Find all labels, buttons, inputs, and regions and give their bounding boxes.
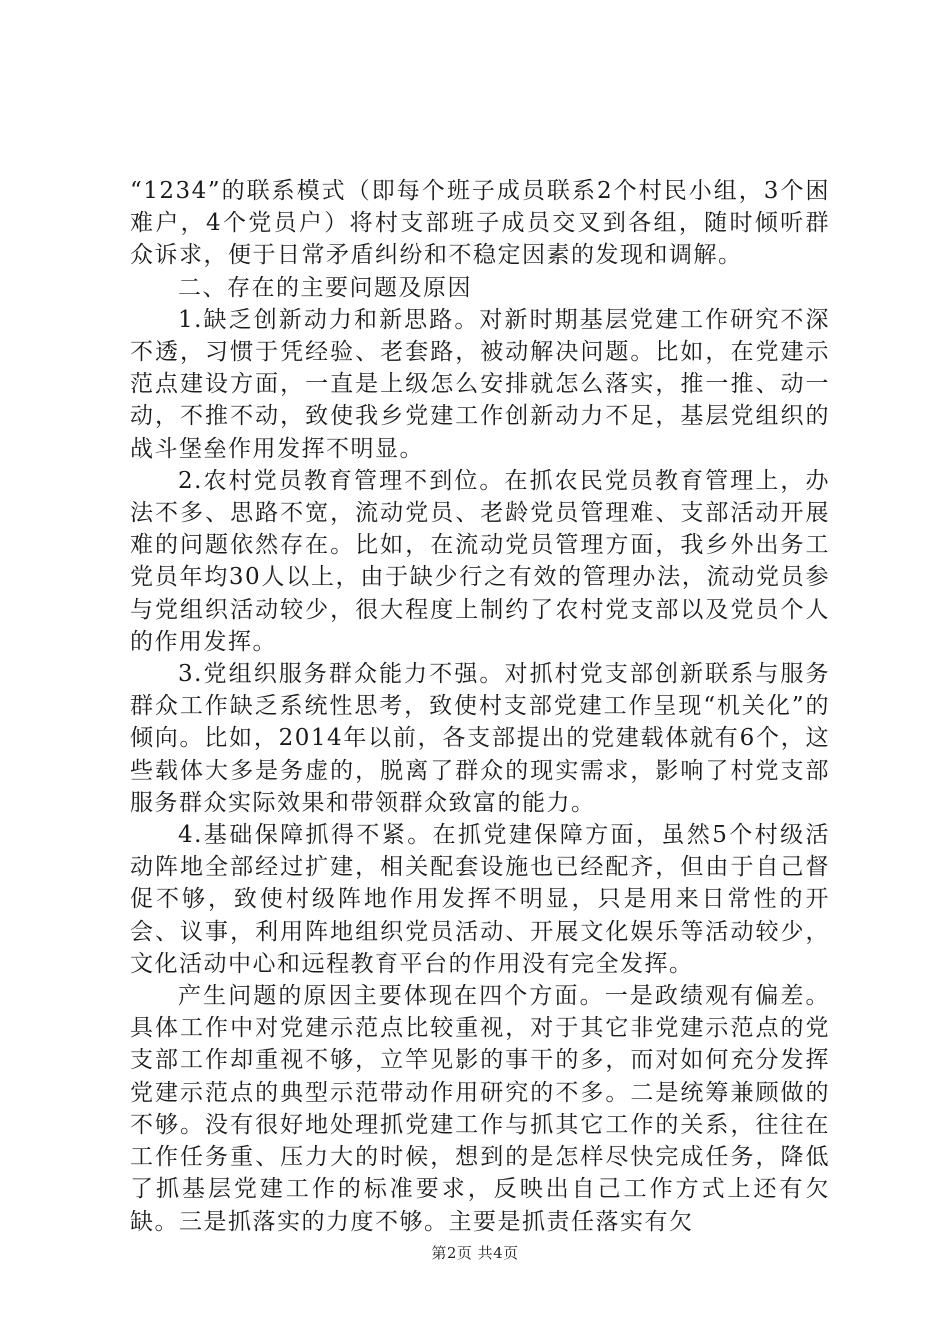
paragraph-item-1: 1.缺乏创新动力和新思路。对新时期基层党建工作研究不深不透，习惯于凭经验、老套路，被动解决问题。比如，在党建示范点建设方面，一直是上级怎么安排就怎么落实，推一推、动一动，不推不动，致使我乡党建工作创新动力不足，基层党组织的战斗堡垒作用发挥不明显。 [130, 306, 830, 462]
document-body [130, 175, 830, 1238]
paragraph-causes: 产生问题的原因主要体现在四个方面。一是政绩观有偏差。具体工作中对党建示范点比较重视，对于其它非党建示范点的党支部工作却重视不够，立竿见影的事干的多，而对如何充分发挥党建示范点的典型示范带动作用研究的不多。二是统筹兼顾做的不够。没有很好地处理抓党建工作与抓其它工作的关系，往往在工作任务重、压力大的时候，想到的是怎样尽快完成任务，降低了抓基层党建工作的标准要求，反映出自己工作方式上还有欠缺。三是抓落实的力度不够。主要是抓责任落实有欠 [130, 983, 830, 1235]
section-heading: 二、存在的主要问题及原因 [178, 274, 472, 301]
page-footer: 第2页 共4页 [431, 1244, 519, 1262]
paragraph-item-4: 4.基础保障抓得不紧。在抓党建保障方面，虽然5个村级活动阵地全部经过扩建，相关配套设施也已经配齐，但由于自己督促不够，致使村级阵地作用发挥不明显，只是用来日常性的开会、议事，利用阵地组织党员活动、开展文化娱乐等活动较少，文化活动中心和远程教育平台的作用没有完全发挥。 [130, 822, 830, 977]
paragraph-continuation: “1234”的联系模式（即每个班子成员联系2个村民小组，3个困难户，4个党员户）将村支部班子成员交叉到各组，随时倾听群众诉求，便于日常矛盾纠纷和不稳定因素的发现和调解。 [130, 178, 830, 269]
paragraph-item-3: 3.党组织服务群众能力不强。对抓村党支部创新联系与服务群众工作缺乏系统性思考，致使村支部党建工作呈现“机关化”的倾向。比如，2014年以前，各支部提出的党建载体就有6个，这些载体大多是务虚的，脱离了群众的现实需求，影响了村党支部服务群众实际效果和带领群众致富的能力。 [130, 661, 830, 816]
paragraph-item-2: 2.农村党员教育管理不到位。在抓农民党员教育管理上，办法不多、思路不宽，流动党员、老龄党员管理难、支部活动开展难的问题依然存在。比如，在流动党员管理方面，我乡外出务工党员年均30人以上，由于缺少行之有效的管理办法，流动党员参与党组织活动较少，很大程度上制约了农村党支部以及党员个人的作用发挥。 [130, 467, 830, 655]
